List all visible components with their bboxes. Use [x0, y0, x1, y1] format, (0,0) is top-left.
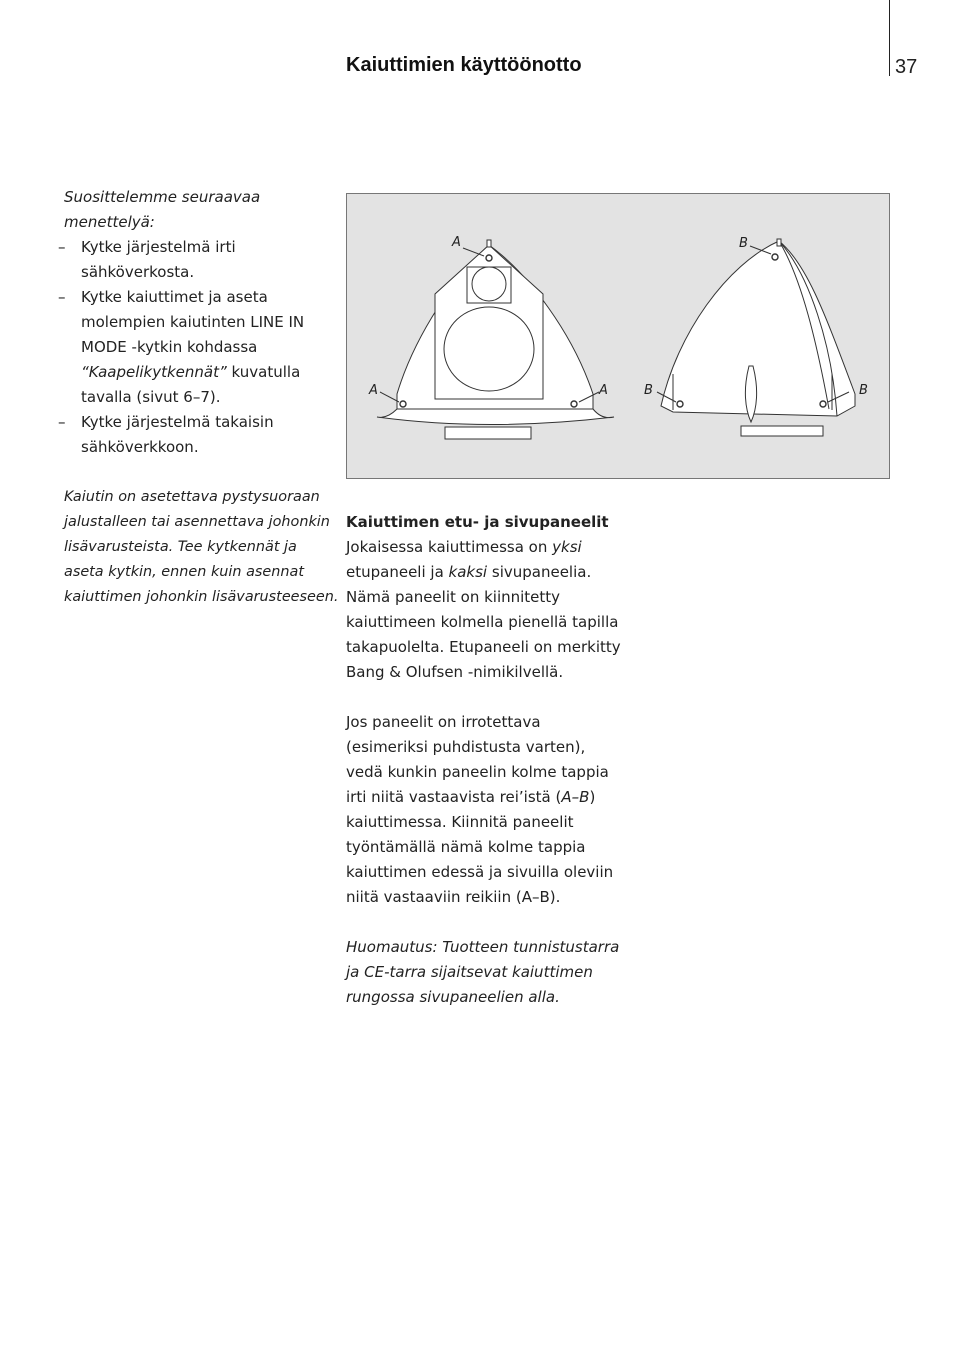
panels-section	[346, 510, 626, 1010]
speaker-panels-figure	[346, 193, 890, 479]
emphasis: yksi	[552, 538, 582, 556]
text-run: sivupaneelia. Nämä paneelit on kiinnitetty kaiuttimeen kolmella pienellä tapilla takapuolelta. Etupaneeli on merkitty Bang & Olufsen -nimikilvellä.	[346, 563, 621, 681]
speaker-side-view	[657, 239, 855, 436]
figure-label: B	[739, 236, 748, 251]
figure-label: B	[859, 383, 868, 398]
speaker-front-view	[377, 240, 614, 439]
procedure-lead: Suosittelemme seuraavaa menettelyä:	[64, 188, 261, 231]
figure-label: A	[599, 383, 608, 398]
procedure-step: – Kytke järjestelmä takaisin sähköverkkoon.	[64, 410, 339, 460]
page-number: 37	[895, 56, 918, 78]
procedure-step-text: kuvatulla tavalla (sivut 6–7).	[81, 363, 301, 406]
text-run: etupaneeli ja	[346, 563, 444, 581]
instructions-column	[64, 185, 339, 610]
panels-description	[346, 535, 626, 685]
page-title: Kaiuttimien käyttöönotto	[346, 54, 582, 76]
emphasis: kaksi	[448, 563, 488, 581]
text-run: ) kaiuttimessa. Kiinnitä paneelit työntämällä nämä kolme tappia kaiuttimen edessä ja sivuilla oleviin niitä vastaaviin reikiin (A–B).	[346, 788, 614, 906]
cable-connections-reference: “Kaapelikytkennät”	[81, 363, 227, 381]
figure-label: A	[452, 235, 461, 250]
speaker-illustration	[347, 194, 889, 478]
procedure-step: – Kytke järjestelmä irti sähköverkosta.	[64, 235, 339, 285]
emphasis: A–B	[561, 788, 590, 806]
procedure-step	[64, 285, 339, 410]
procedure-steps	[64, 235, 339, 460]
procedure-step-text: Kytke kaiuttimet ja aseta molempien kaiutinten LINE IN MODE -kytkin kohdassa	[81, 288, 305, 356]
text-run: Jokaisessa kaiuttimessa on	[346, 538, 548, 556]
text-run: Jos paneelit on irrotettava (esimeriksi puhdistusta varten), vedä kunkin paneelin kolme tappia irti niitä vastaavista rei’istä (	[346, 713, 609, 806]
header-divider	[889, 0, 890, 76]
section-heading: Kaiuttimen etu- ja sivupaneelit	[346, 513, 609, 531]
panels-removal-instructions	[346, 710, 626, 910]
figure-label: B	[644, 383, 653, 398]
label-location-note: Huomautus: Tuotteen tunnistustarra ja CE-tarra sijaitsevat kaiuttimen rungossa sivupaneelien alla.	[346, 938, 620, 1006]
figure-label: A	[369, 383, 378, 398]
placement-note: Kaiutin on asetettava pystysuoraan jalustalleen tai asennettava johonkin lisävarusteista. Tee kytkennät ja aseta kytkin, ennen kuin asennat kaiuttimen johonkin lisävarusteeseen.	[64, 489, 339, 605]
